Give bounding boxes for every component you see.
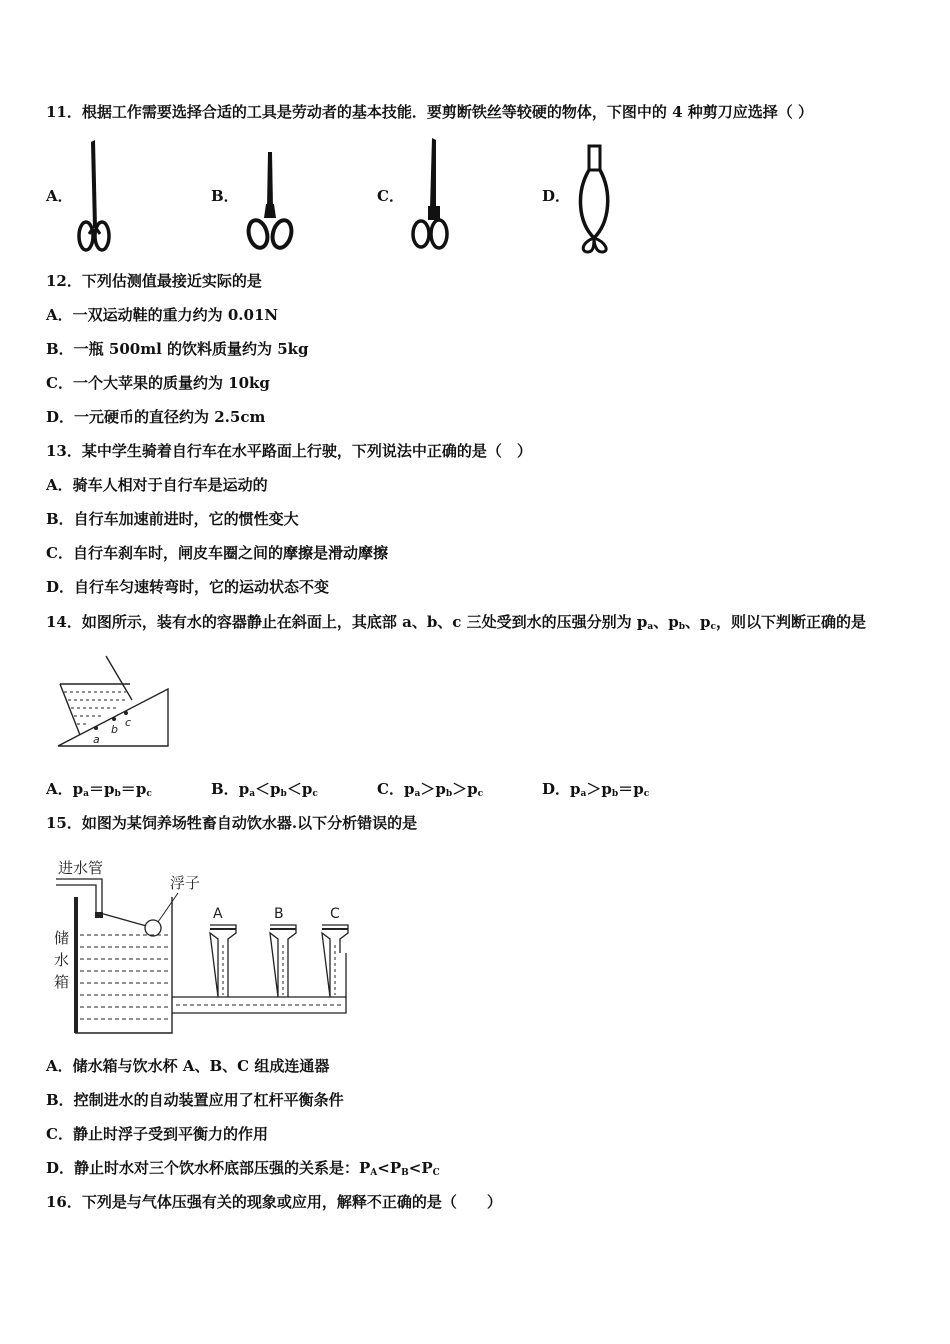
point-b-label: b — [111, 723, 118, 736]
q15-option-c: C．静止时浮子受到平衡力的作用 — [46, 1125, 268, 1143]
tank-label-1: 储 — [54, 929, 70, 947]
q11-option-a-label: A． — [46, 187, 73, 205]
long-scissors-icon — [74, 138, 114, 256]
q14-option-c: C．$p_a>p_b>p_c$ — [377, 780, 484, 799]
q14-option-b: B．$p_a<p_b<p_c$ — [211, 780, 318, 799]
q13-stem: 13．某中学生骑着自行车在水平路面上行驶，下列说法中正确的是（ ） — [46, 442, 532, 460]
water-dispenser-figure — [50, 855, 360, 1035]
q15-option-d: D．静止时水对三个饮水杯底部压强的关系是：$P_A<P_B<P_C$ — [46, 1159, 440, 1178]
q14-option-a: A．$p_a=p_b=p_c$ — [46, 780, 152, 799]
q13-option-b: B．自行车加速前进时，它的惯性变大 — [46, 510, 299, 528]
q12-option-b: B．一瓶 500ml 的饮料质量约为 5kg — [46, 340, 309, 358]
point-c-label: c — [125, 716, 132, 729]
q12-stem: 12．下列估测值最接近实际的是 — [46, 272, 262, 290]
q14-option-d: D．$p_a>p_b=p_c$ — [542, 780, 650, 799]
q12-option-c: C．一个大苹果的质量约为 10kg — [46, 374, 270, 392]
short-scissors-icon — [245, 148, 295, 256]
point-a-label: a — [93, 733, 100, 746]
q13-option-a: A．骑车人相对于自行车是运动的 — [46, 476, 268, 494]
cup-a-label: A — [213, 906, 223, 922]
tank-label-3: 箱 — [54, 973, 70, 991]
inlet-pipe-label: 进水管 — [58, 859, 104, 877]
q15-stem: 15．如图为某饲养场牲畜自动饮水器.以下分析错误的是 — [46, 814, 418, 832]
inclined-container-figure — [56, 655, 172, 750]
q11-option-b-label: B． — [211, 187, 239, 205]
q14-stem: 14．如图所示，装有水的容器静止在斜面上，其底部 a、b、c 三处受到水的压强分别为 $p_a$、$p_b$、$p_c$，则以下判断正确的是 — [46, 613, 867, 632]
q13-option-d: D．自行车匀速转弯时，它的运动状态不变 — [46, 578, 330, 596]
q15-option-b: B．控制进水的自动装置应用了杠杆平衡条件 — [46, 1091, 344, 1109]
cup-c-label: C — [330, 906, 340, 922]
q11-option-d-label: D． — [542, 187, 571, 205]
q12-option-d: D．一元硬币的直径约为 2.5cm — [46, 408, 266, 426]
tongs-scissors-icon — [572, 142, 617, 256]
pruning-scissors-icon — [408, 136, 453, 256]
q15-option-a: A．储水箱与饮水杯 A、B、C 组成连通器 — [46, 1057, 330, 1075]
float-label: 浮子 — [170, 874, 201, 892]
q13-option-c: C．自行车刹车时，闸皮车圈之间的摩擦是滑动摩擦 — [46, 544, 388, 562]
cup-b-label: B — [274, 906, 284, 922]
tank-label-2: 水 — [54, 951, 70, 969]
q11-option-c-label: C． — [377, 187, 404, 205]
q16-stem: 16．下列是与气体压强有关的现象或应用，解释不正确的是（ ） — [46, 1193, 502, 1211]
q12-option-a: A．一双运动鞋的重力约为 0.01N — [46, 306, 279, 324]
q11-stem: 11．根据工作需要选择合适的工具是劳动者的基本技能．要剪断铁丝等较硬的物体，下图中的 4 种剪刀应选择（ ） — [46, 103, 813, 121]
